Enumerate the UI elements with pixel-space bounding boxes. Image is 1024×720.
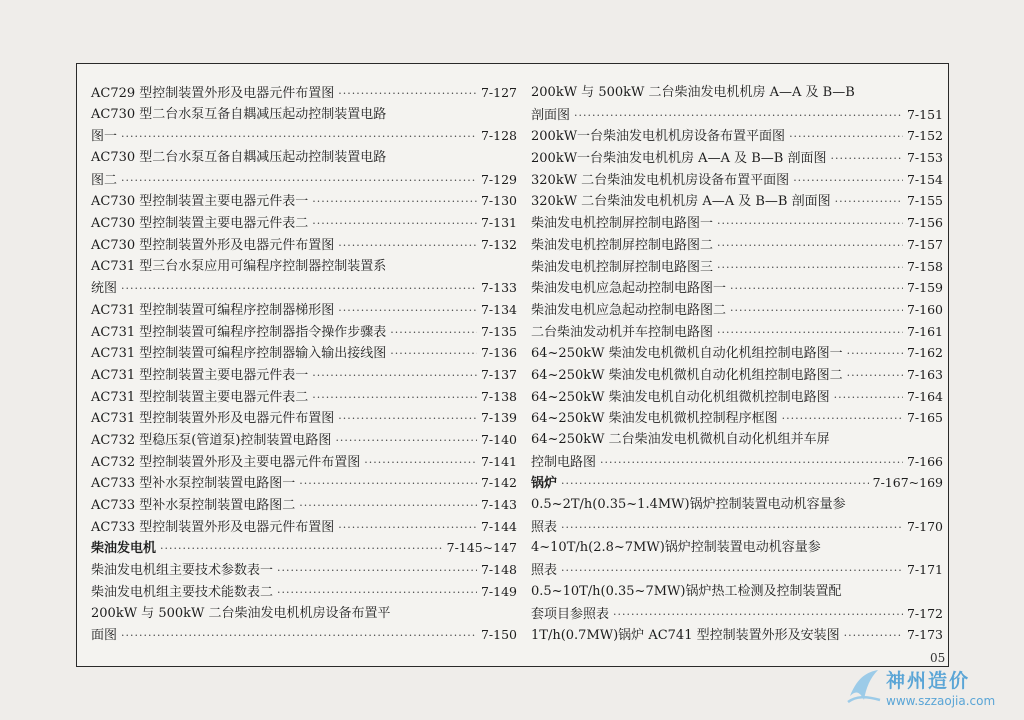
toc-dot-leader: [312, 387, 477, 409]
toc-dot-leader: [312, 191, 477, 213]
toc-entry: [531, 386, 943, 408]
toc-entry: [531, 212, 943, 234]
toc-entry-title: AC732 型稳压泵(管道泵)控制装置电路图: [91, 433, 332, 448]
toc-entry-title: AC731 型控制装置主要电器元件表二: [91, 389, 309, 405]
toc-entry: [531, 147, 943, 169]
toc-entry-title: 4~10T/h(2.8~7MW)锅炉控制装置电动机容量参: [531, 540, 821, 556]
toc-dot-leader: [335, 430, 477, 452]
toc-entry-title: 64~250kW 柴油发电机微机自动化机组控制电路图一: [531, 346, 843, 362]
toc-entry: [91, 342, 517, 364]
toc-dot-leader: [717, 322, 903, 344]
toc-entry: [91, 516, 517, 538]
toc-entry: [91, 125, 517, 147]
toc-entry-title: 0.5~2T/h(0.35~1.4MW)锅炉控制装置电动机容量参: [531, 497, 846, 513]
toc-entry-page: 7-160: [906, 301, 943, 317]
toc-entry-page: 7-138: [480, 388, 517, 404]
toc-dot-leader: [121, 170, 477, 192]
toc-entry-page: 7-162: [906, 345, 943, 361]
toc-entry: [531, 516, 943, 538]
toc-section-heading: [531, 472, 943, 494]
toc-entry: [91, 256, 517, 278]
watermark-url: www.szzaojia.com: [886, 694, 996, 708]
toc-dot-leader: [600, 452, 903, 474]
toc-entry-page: 7-128: [480, 128, 517, 144]
toc-dot-leader: [160, 538, 443, 560]
toc-entry-title: AC731 型控制装置可编程序控制器梯形图: [91, 302, 335, 318]
toc-dot-leader: [793, 170, 903, 192]
toc-entry-title: 剖面图: [531, 107, 571, 123]
toc-entry: [91, 494, 517, 516]
toc-entry-page: 7-165: [906, 410, 943, 426]
toc-entry-title: AC730 型二台水泵互备自耦减压起动控制装置电路: [91, 106, 387, 122]
toc-entry-page: 7-139: [480, 410, 517, 426]
toc-dot-leader: [847, 365, 903, 387]
toc-entry: [531, 125, 943, 147]
toc-entry-title: AC730 型控制装置主要电器元件表二: [91, 216, 309, 232]
toc-entry: [91, 407, 517, 429]
toc-entry-title: 200kW一台柴油发电机机房设备布置平面图: [531, 129, 786, 145]
toc-entry-title: AC730 型控制装置外形及电器元件布置图: [91, 237, 335, 253]
toc-entry-page: 7-157: [906, 236, 943, 252]
toc-entry-title: 柴油发电机应急起动控制电路图一: [531, 281, 727, 297]
toc-entry: [531, 104, 943, 126]
toc-entry: [531, 234, 943, 256]
toc-dot-leader: [338, 83, 477, 105]
toc-dot-leader: [561, 517, 903, 539]
toc-entry-title: 1T/h(0.7MW)锅炉 AC741 型控制装置外形及安装图: [531, 628, 840, 644]
toc-entry-page: 7-144: [480, 518, 517, 534]
toc-entry: [91, 624, 517, 646]
toc-dot-leader: [338, 517, 477, 539]
toc-entry-page: 7-150: [480, 627, 517, 643]
toc-entry-page: 7-132: [480, 236, 517, 252]
watermark: [846, 664, 1016, 718]
toc-dot-leader: [717, 257, 903, 279]
toc-entry-title: 64~250kW 柴油发电机微机自动化机组控制电路图二: [531, 367, 843, 383]
toc-section-heading: [91, 537, 517, 559]
toc-entry-title: 320kW 二台柴油发电机机房设备布置平面图: [531, 172, 790, 188]
toc-entry-title: 柴油发电机控制屏控制电路图二: [531, 237, 714, 253]
toc-entry: [531, 451, 943, 473]
toc-dot-leader: [299, 473, 477, 495]
toc-entry-page: 7-152: [906, 128, 943, 144]
toc-entry-title: AC733 型补水泵控制装置电路图二: [91, 498, 296, 514]
toc-entry-title: 照表: [531, 519, 558, 535]
toc-entry: [91, 104, 517, 126]
toc-dot-leader: [717, 235, 903, 257]
toc-entry-page: 7-134: [480, 301, 517, 317]
toc-dot-leader: [561, 560, 903, 582]
toc-dot-leader: [338, 300, 477, 322]
toc-entry-page: 7-129: [480, 171, 517, 187]
toc-dot-leader: [844, 625, 903, 647]
toc-entry: [531, 537, 943, 559]
toc-dot-leader: [121, 126, 477, 148]
toc-dot-leader: [312, 365, 477, 387]
toc-entry-title: 面图: [91, 628, 118, 644]
toc-entry-title: 320kW 二台柴油发电机机房 A—A 及 B—B 剖面图: [531, 194, 831, 210]
toc-dot-leader: [782, 408, 903, 430]
toc-entry-page: 7-153: [906, 150, 943, 166]
toc-entry-page: 7-145~147: [446, 540, 517, 556]
toc-dot-leader: [847, 343, 903, 365]
toc-entry-page: 7-136: [480, 345, 517, 361]
toc-left-column: [91, 82, 517, 646]
toc-entry-title: 200kW 与 500kW 二台柴油发电机机房 A—A 及 B—B: [531, 85, 855, 100]
toc-entry-page: 7-142: [480, 475, 517, 491]
toc-entry: [91, 451, 517, 473]
toc-dot-leader: [121, 625, 477, 647]
toc-entry-title: AC731 型控制装置主要电器元件表一: [91, 367, 309, 383]
toc-dot-leader: [613, 604, 903, 626]
toc-entry: [531, 169, 943, 191]
toc-entry-title: 64~250kW 二台柴油发电机微机自动化机组并车屏: [531, 432, 830, 447]
toc-entry-page: 7-158: [906, 258, 943, 274]
toc-entry-page: 7-149: [480, 583, 517, 599]
toc-dot-leader: [390, 322, 477, 344]
page-number: 05: [930, 651, 946, 665]
toc-dot-leader: [390, 343, 477, 365]
toc-entry: [91, 559, 517, 581]
toc-entry-title: 图二: [91, 172, 118, 188]
toc-entry: [531, 256, 943, 278]
toc-entry-title: 柴油发电机控制屏控制电路图一: [531, 216, 714, 232]
toc-entry-title: 控制电路图: [531, 454, 597, 470]
toc-entry-page: 7-163: [906, 366, 943, 382]
toc-entry-title: AC733 型补水泵控制装置电路图一: [91, 476, 296, 492]
toc-dot-leader: [574, 105, 903, 127]
toc-entry: [91, 299, 517, 321]
toc-entry-title: 0.5~10T/h(0.35~7MW)锅炉热工检测及控制装置配: [531, 583, 842, 599]
toc-entry-title: AC733 型控制装置外形及电器元件布置图: [91, 519, 335, 535]
toc-entry: [91, 364, 517, 386]
toc-entry: [531, 342, 943, 364]
toc-entry-page: 7-151: [906, 106, 943, 122]
toc-entry-page: 7-130: [480, 193, 517, 209]
toc-entry: [91, 581, 517, 603]
toc-entry: [531, 494, 943, 516]
watermark-logo-icon: [846, 666, 882, 706]
toc-entry-page: 7-148: [480, 562, 517, 578]
toc-entry-title: 柴油发电机控制屏控制电路图三: [531, 259, 714, 275]
toc-dot-leader: [835, 191, 903, 213]
watermark-brand: 神州造价: [886, 670, 971, 692]
toc-entry: [91, 429, 517, 451]
toc-entry: [531, 190, 943, 212]
toc-entry: [91, 212, 517, 234]
toc-entry: [531, 603, 943, 625]
toc-dot-leader: [789, 126, 903, 148]
toc-entry: [531, 321, 943, 343]
toc-entry-page: 7-133: [480, 280, 517, 296]
toc-entry-title: 统图: [91, 281, 118, 297]
toc-entry-title: AC731 型控制装置可编程序控制器输入输出接线图: [91, 346, 387, 362]
toc-entry-title: AC729 型控制装置外形及电器元件布置图: [91, 86, 335, 101]
toc-entry-title: AC730 型二台水泵互备自耦减压起动控制装置电路: [91, 150, 387, 166]
toc-entry-page: 7-154: [906, 171, 943, 187]
toc-entry-page: 7-167~169: [872, 475, 943, 491]
toc-entry: [531, 581, 943, 603]
toc-right-column: [531, 82, 943, 646]
toc-entry-page: 7-171: [906, 562, 943, 578]
toc-dot-leader: [364, 452, 477, 474]
toc-entry: [531, 364, 943, 386]
toc-dot-leader: [834, 387, 903, 409]
toc-entry-title: 柴油发电机应急起动控制电路图二: [531, 302, 727, 318]
toc-entry: [91, 321, 517, 343]
toc-entry: [531, 82, 943, 104]
toc-dot-leader: [730, 278, 903, 300]
toc-entry: [91, 603, 517, 625]
toc-entry: [531, 277, 943, 299]
toc-entry-title: 套项目参照表: [531, 606, 610, 622]
toc-entry-title: AC732 型控制装置外形及主要电器元件布置图: [91, 454, 361, 470]
toc-entry-page: 7-161: [906, 323, 943, 339]
toc-entry: [531, 624, 943, 646]
toc-entry: [91, 147, 517, 169]
toc-frame: [76, 63, 949, 667]
toc-dot-leader: [730, 300, 903, 322]
toc-entry-title: 200kW一台柴油发电机机房 A—A 及 B—B 剖面图: [531, 151, 827, 167]
toc-entry-title: 锅炉: [531, 476, 558, 492]
toc-entry-page: 7-131: [480, 215, 517, 231]
toc-entry-title: 图一: [91, 129, 118, 145]
toc-entry-title: AC731 型控制装置可编程序控制器指令操作步骤表: [91, 324, 387, 340]
toc-entry-page: 7-135: [480, 323, 517, 339]
toc-entry: [91, 169, 517, 191]
toc-dot-leader: [338, 235, 477, 257]
toc-dot-leader: [277, 582, 477, 604]
toc-dot-leader: [277, 560, 477, 582]
toc-entry-title: 64~250kW 柴油发电机自动化机组微机控制电路图: [531, 389, 830, 405]
toc-entry-page: 7-155: [906, 193, 943, 209]
toc-dot-leader: [312, 213, 477, 235]
toc-entry-page: 7-137: [480, 366, 517, 382]
toc-entry-page: 7-156: [906, 215, 943, 231]
toc-entry-page: 7-127: [480, 85, 517, 100]
toc-entry-title: AC731 型三台水泵应用可编程序控制器控制装置系: [91, 258, 387, 274]
toc-entry-page: 7-172: [906, 605, 943, 621]
toc-entry-page: 7-159: [906, 280, 943, 296]
toc-entry-title: 柴油发电机组主要技术参数表一: [91, 563, 274, 579]
toc-entry: [531, 299, 943, 321]
toc-entry: [91, 234, 517, 256]
toc-entry-page: 7-164: [906, 388, 943, 404]
toc-entry-title: 柴油发电机: [91, 541, 157, 557]
toc-dot-leader: [561, 473, 869, 495]
toc-entry-page: 7-140: [480, 432, 517, 447]
toc-entry-page: 7-166: [906, 453, 943, 469]
toc-entry-title: 柴油发电机组主要技术能数表二: [91, 584, 274, 600]
toc-entry: [531, 429, 943, 451]
toc-entry-title: AC730 型控制装置主要电器元件表一: [91, 194, 309, 210]
toc-entry: [531, 559, 943, 581]
toc-dot-leader: [717, 213, 903, 235]
toc-entry: [91, 386, 517, 408]
toc-dot-leader: [299, 495, 477, 517]
toc-dot-leader: [830, 148, 902, 170]
toc-entry-title: 64~250kW 柴油发电机微机控制程序框图: [531, 411, 778, 427]
toc-entry-title: 200kW 与 500kW 二台柴油发电机机房设备布置平: [91, 605, 391, 621]
toc-entry-page: 7-173: [906, 627, 943, 643]
toc-dot-leader: [121, 278, 477, 300]
toc-entry-page: 7-141: [480, 453, 517, 469]
toc-entry-page: 7-143: [480, 497, 517, 513]
toc-entry: [91, 472, 517, 494]
toc-entry-page: 7-170: [906, 518, 943, 534]
toc-entry-title: 照表: [531, 563, 558, 579]
toc-entry-title: AC731 型控制装置外形及电器元件布置图: [91, 411, 335, 427]
toc-entry: [91, 277, 517, 299]
toc-entry-title: 二台柴油发动机并车控制电路图: [531, 324, 714, 340]
toc-dot-leader: [338, 408, 477, 430]
toc-entry: [91, 82, 517, 104]
toc-entry: [91, 190, 517, 212]
toc-entry: [531, 407, 943, 429]
